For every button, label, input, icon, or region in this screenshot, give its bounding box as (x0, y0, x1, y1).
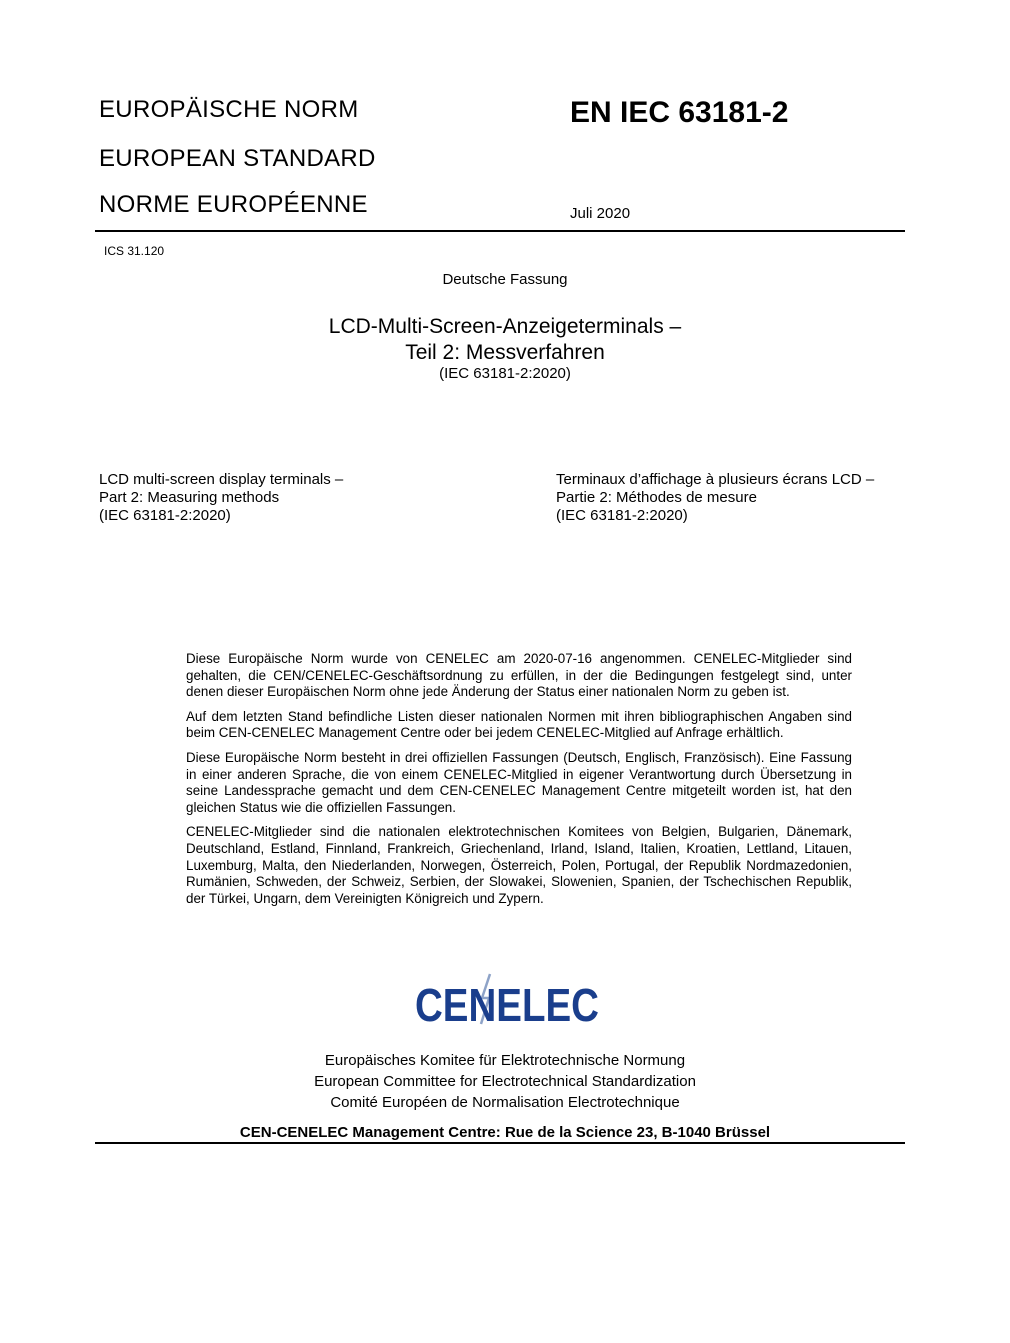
title-english-line-2: Part 2: Measuring methods (99, 489, 280, 506)
title-english-line-1: LCD multi-screen display terminals – (99, 471, 344, 488)
management-centre-address: CEN-CENELEC Management Centre: Rue de la Science 23, B-1040 Brüssel (239, 1124, 771, 1141)
title-english (99, 471, 343, 525)
title-french (556, 471, 874, 525)
title-german-reference: (IEC 63181-2:2020) (439, 365, 571, 382)
adoption-notice (186, 651, 852, 915)
organization-name-fr: Comité Européen de Normalisation Electrotechnique (330, 1094, 680, 1111)
logo-wordmark: CENELEC (415, 979, 599, 1031)
notice-paragraph-members: CENELEC-Mitglieder sind die nationalen elektrotechnischen Komitees von Belgien, Bulgarien, Dänemark, Deutschland, Estland, Finnland, Frankreich, Griechenland, Irland, Island, Italien, Kroatien, Lettland, Litauen, Luxemburg, Malta, den Niederlanden, Norwegen, Österreich, Polen, Portugal, der Republik Nordmazedonien, Rumänien, Schweden, der Schweiz, Serbien, der Slowakei, Slowenien, Spanien, der Tschechischen Republik, der Türkei, Ungarn, dem Vereinigten Königreich und Zypern. (186, 824, 852, 906)
title-german (0, 314, 1010, 366)
organization-name-de: Europäisches Komitee für Elektrotechnische Normung (324, 1052, 686, 1069)
footer-divider (95, 1142, 905, 1144)
title-german-line-2: Teil 2: Messverfahren (405, 341, 605, 364)
notice-paragraph-lists: Auf dem letzten Stand befindliche Listen dieser nationalen Normen mit ihren bibliographischen Angaben sind beim CEN-CENELEC Management Centre oder bei jedem CENELEC-Mitglied auf Anfrage erhältlich. (186, 708, 852, 741)
standard-name-de: EUROPÄISCHE NORM (99, 96, 359, 123)
cenelec-logo (412, 968, 612, 1030)
title-french-line-1: Terminaux d’affichage à plusieurs écrans LCD – (556, 471, 875, 488)
publication-date: Juli 2020 (570, 205, 631, 222)
header-divider (95, 230, 905, 232)
notice-paragraph-versions: Diese Europäische Norm besteht in drei offiziellen Fassungen (Deutsch, Englisch, Französisch). Eine Fassung in einer anderen Sprache, die von einem CENELEC-Mitglied in eigener Verantwortung durch Übersetzung in seine Landessprache gemacht und dem CEN-CENELEC Management Centre mitgeteilt worden ist, hat den gleichen Status wie die offiziellen Fassungen. (186, 749, 852, 815)
document-number: EN IEC 63181-2 (570, 96, 789, 129)
title-french-reference: (IEC 63181-2:2020) (556, 507, 688, 524)
organization-names (0, 1050, 1010, 1113)
ics-code: ICS 31.120 (104, 244, 165, 258)
organization-name-en: European Committee for Electrotechnical Standardization (314, 1073, 696, 1090)
title-german-line-1: LCD-Multi-Screen-Anzeigeterminals – (328, 315, 682, 338)
standard-name-fr: NORME EUROPÉENNE (99, 191, 368, 218)
title-english-reference: (IEC 63181-2:2020) (99, 507, 231, 524)
version-label: Deutsche Fassung (442, 271, 568, 288)
notice-paragraph-adoption: Diese Europäische Norm wurde von CENELEC am 2020-07-16 angenommen. CENELEC-Mitglieder sind gehalten, die CEN/CENELEC-Geschäftsordnung zu erfüllen, in der die Bedingungen festgelegt sind, unter denen dieser Europäischen Norm ohne jede Änderung der Status einer nationalen Norm zu geben ist. (186, 651, 852, 700)
standard-name-en: EUROPEAN STANDARD (99, 145, 376, 172)
title-french-line-2: Partie 2: Méthodes de mesure (556, 489, 757, 506)
